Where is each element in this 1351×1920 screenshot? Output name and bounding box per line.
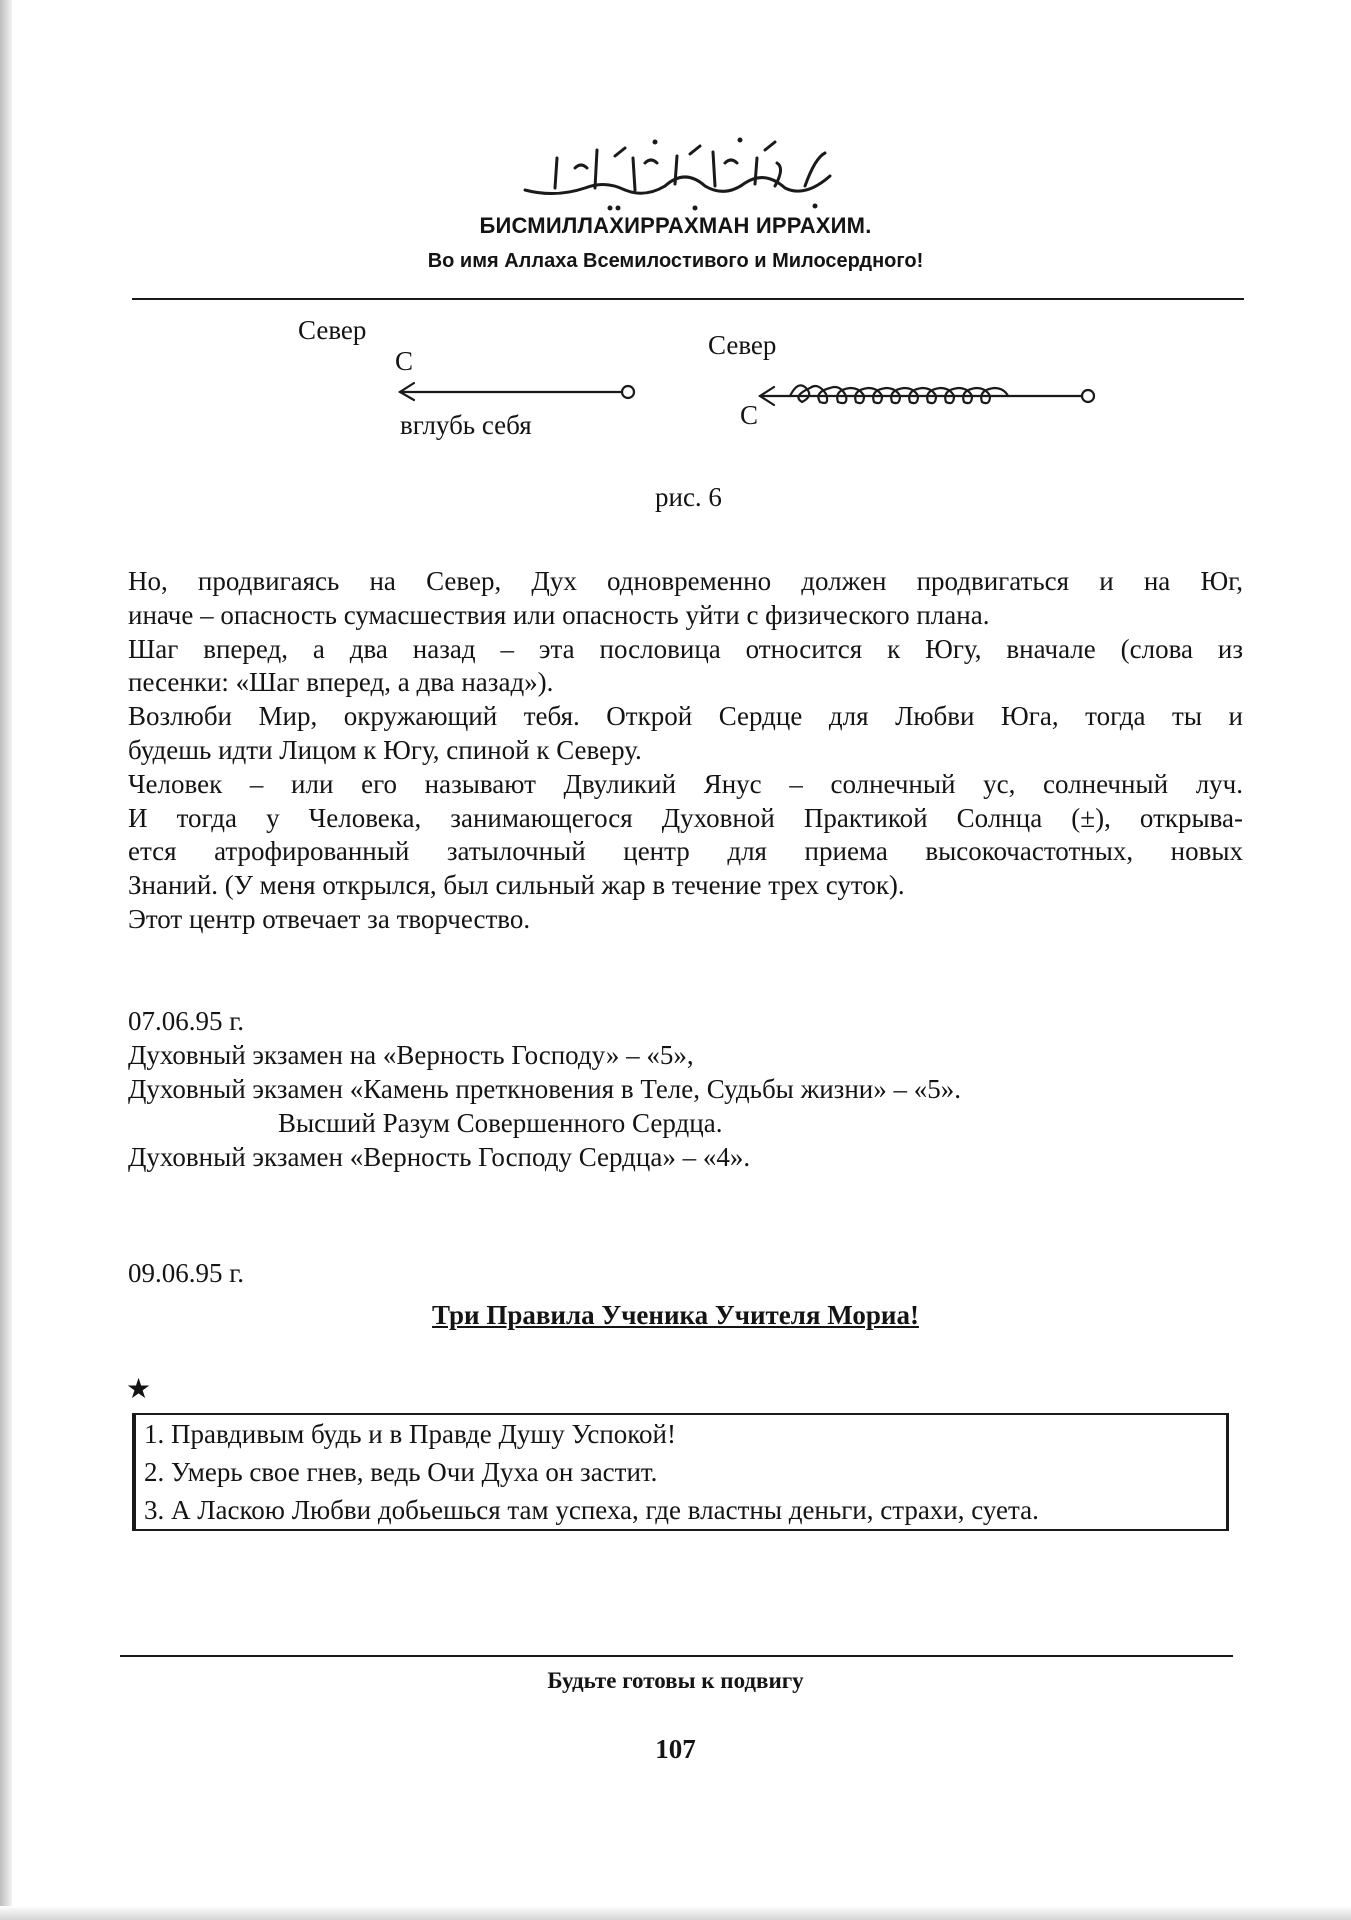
rule-item: 3. А Ласкою Любви добьешься там успеха, где властны деньги, страхи, суета. — [134, 1491, 1226, 1529]
body-paragraph — [128, 565, 1243, 937]
rule-item: 2. Умерь свое гнев, ведь Очи Духа он застит. — [134, 1453, 1226, 1491]
section-title: Три Правила Ученика Учителя Мориа! — [432, 1300, 919, 1330]
footer-rule — [120, 1655, 1233, 1657]
figure-caption: рис. 6 — [655, 482, 722, 512]
left-caption: вглубь себя — [400, 410, 532, 440]
bismillah-title: БИСМИЛЛАХИРРАХМАН ИРРАХИМ. — [479, 213, 872, 238]
entry-line: Духовный экзамен «Верность Господу Сердца» – «4». — [128, 1142, 751, 1172]
body-line: Шаг вперед, а два назад – эта пословица относится к Югу, вначале (слова из — [128, 633, 1243, 664]
left-c-label: С — [395, 346, 414, 376]
footer-text: Будьте готовы к подвигу — [547, 1668, 804, 1693]
page-number: 107 — [655, 1734, 696, 1764]
entry-date: 09.06.95 г. — [128, 1258, 245, 1288]
entry-line: Духовный экзамен на «Верность Господу» – «5», — [128, 1040, 694, 1070]
body-line: Возлюби Мир, окружающий тебя. Открой Сердце для Любви Юга, тогда ты и — [128, 701, 1243, 732]
rule-item: 1. Правдивым будь и в Правде Душу Успокой! — [134, 1415, 1226, 1453]
body-line: Но, продвигаясь на Север, Дух одновременно должен продвигаться и на Юг, — [128, 566, 1243, 596]
body-line: ется атрофированный затылочный центр для приема высокочастотных, новых — [128, 836, 1243, 867]
body-line: Знаний. (У меня открылся, был сильный жар в течение трех суток). — [128, 870, 905, 901]
body-line: будешь идти Лицом к Югу, спиной к Северу. — [128, 734, 642, 765]
figure-arrows — [0, 0, 1351, 520]
body-line: иначе – опасность сумасшествия или опасность уйти с физического плана. — [128, 599, 990, 630]
entry-date: 07.06.95 г. — [128, 1006, 245, 1036]
body-line: И тогда у Человека, занимающегося Духовной Практикой Солнца (±), открыва- — [128, 802, 1243, 833]
entry-07-06-95 — [128, 1004, 961, 1174]
bismillah-subtitle: Во имя Аллаха Всемилостивого и Милосердного! — [427, 250, 924, 272]
page-bottom-shadow — [0, 1906, 1351, 1920]
entry-line: Духовный экзамен «Камень преткновения в Теле, Судьбы жизни» – «5». — [128, 1074, 961, 1104]
body-line: песенки: «Шаг вперед, а два назад»). — [128, 667, 554, 698]
body-line: Этот центр отвечает за творчество. — [128, 903, 531, 934]
rules-box — [132, 1413, 1229, 1531]
star-icon: ★ — [126, 1374, 152, 1405]
left-north-label: Север — [298, 315, 367, 345]
figure-6 — [0, 0, 1351, 520]
right-c-label: С — [740, 400, 759, 430]
right-north-label: Север — [708, 330, 777, 360]
body-line: Человек – или его называют Двуликий Янус – солнечный ус, солнечный луч. — [128, 768, 1243, 799]
entry-line: Высший Разум Совершенного Сердца. — [278, 1108, 723, 1138]
